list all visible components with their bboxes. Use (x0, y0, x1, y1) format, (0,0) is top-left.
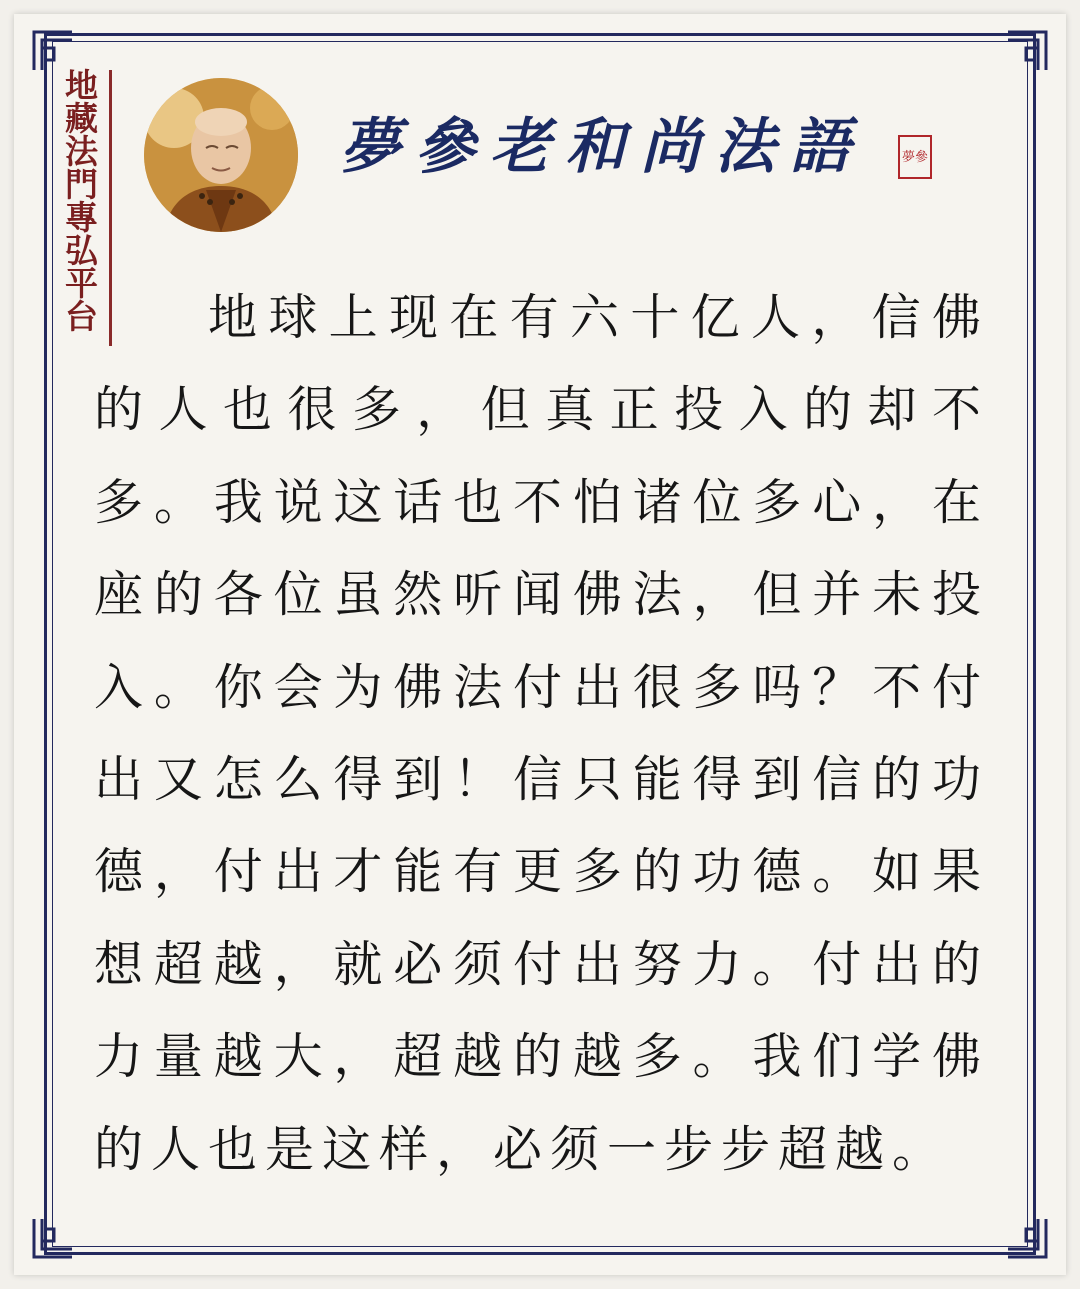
portrait-image (144, 78, 298, 232)
corner-ornament-bottom-right (1004, 1215, 1050, 1261)
red-seal-stamp: 夢參 (898, 135, 932, 179)
page-title: 夢參老和尚法語 (340, 112, 865, 182)
corner-ornament-bottom-left (30, 1215, 76, 1261)
dharma-talk-text: 地球上现在有六十亿人，信佛的人也很多，但真正投入的却不多。我说这话也不怕诸位多心，在座的各位虽然听闻佛法，但并未投入。你会为佛法付出很多吗？不付出又怎么得到！信只能得到信的功德，付出才能有更多的功德。如果想超越，就必须付出努力。付出的力量越大，超越的越多。我们学佛的人也是这样，必须一步步超越。 (94, 289, 989, 1178)
side-title: 地藏法門專弘平台 (60, 68, 99, 332)
corner-ornament-top-right (1004, 28, 1050, 74)
monk-portrait (144, 78, 298, 232)
